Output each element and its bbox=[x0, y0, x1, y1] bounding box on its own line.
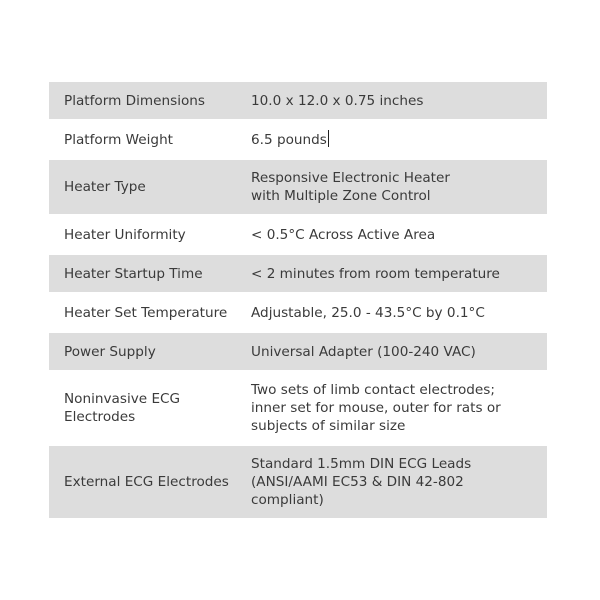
spec-value: 10.0 x 12.0 x 0.75 inches bbox=[251, 92, 424, 109]
specifications-table bbox=[49, 82, 547, 520]
spec-row-platform-dimensions bbox=[49, 82, 547, 121]
spec-label: Platform Weight bbox=[64, 131, 174, 148]
spec-value: Responsive Electronic Heater with Multiple Zone Control bbox=[251, 170, 450, 204]
spec-value: Two sets of limb contact electrodes; inner set for mouse, outer for rats or subjects of similar size bbox=[251, 382, 501, 434]
spec-value[interactable]: 6.5 pounds bbox=[251, 132, 327, 148]
spec-label: Heater Type bbox=[64, 179, 146, 195]
spec-label: Heater Startup Time bbox=[64, 265, 203, 282]
spec-row-heater-set-temperature bbox=[49, 294, 547, 333]
spec-label: Noninvasive ECG Electrodes bbox=[64, 391, 181, 425]
spec-label: Heater Uniformity bbox=[64, 226, 186, 243]
spec-label: Platform Dimensions bbox=[64, 92, 205, 109]
spec-value: < 0.5°C Across Active Area bbox=[251, 226, 436, 243]
spec-row-power-supply bbox=[49, 333, 547, 372]
spec-value: Standard 1.5mm DIN ECG Leads (ANSI/AAMI EC53 & DIN 42-802 compliant) bbox=[251, 456, 472, 508]
spec-row-heater-startup-time bbox=[49, 255, 547, 294]
spec-row-heater-uniformity bbox=[49, 216, 547, 255]
spec-row-noninvasive-ecg-electrodes bbox=[49, 372, 547, 446]
spec-row-external-ecg-electrodes bbox=[49, 446, 547, 520]
spec-label: Power Supply bbox=[64, 343, 156, 360]
spec-label: External ECG Electrodes bbox=[64, 474, 229, 490]
spec-value: Adjustable, 25.0 - 43.5°C by 0.1°C bbox=[251, 304, 485, 321]
spec-row-platform-weight bbox=[49, 121, 547, 160]
spec-label: Heater Set Temperature bbox=[64, 304, 228, 321]
spec-row-heater-type bbox=[49, 160, 547, 216]
spec-value: Universal Adapter (100-240 VAC) bbox=[251, 343, 476, 360]
text-cursor bbox=[328, 130, 329, 147]
spec-value: < 2 minutes from room temperature bbox=[251, 265, 500, 282]
